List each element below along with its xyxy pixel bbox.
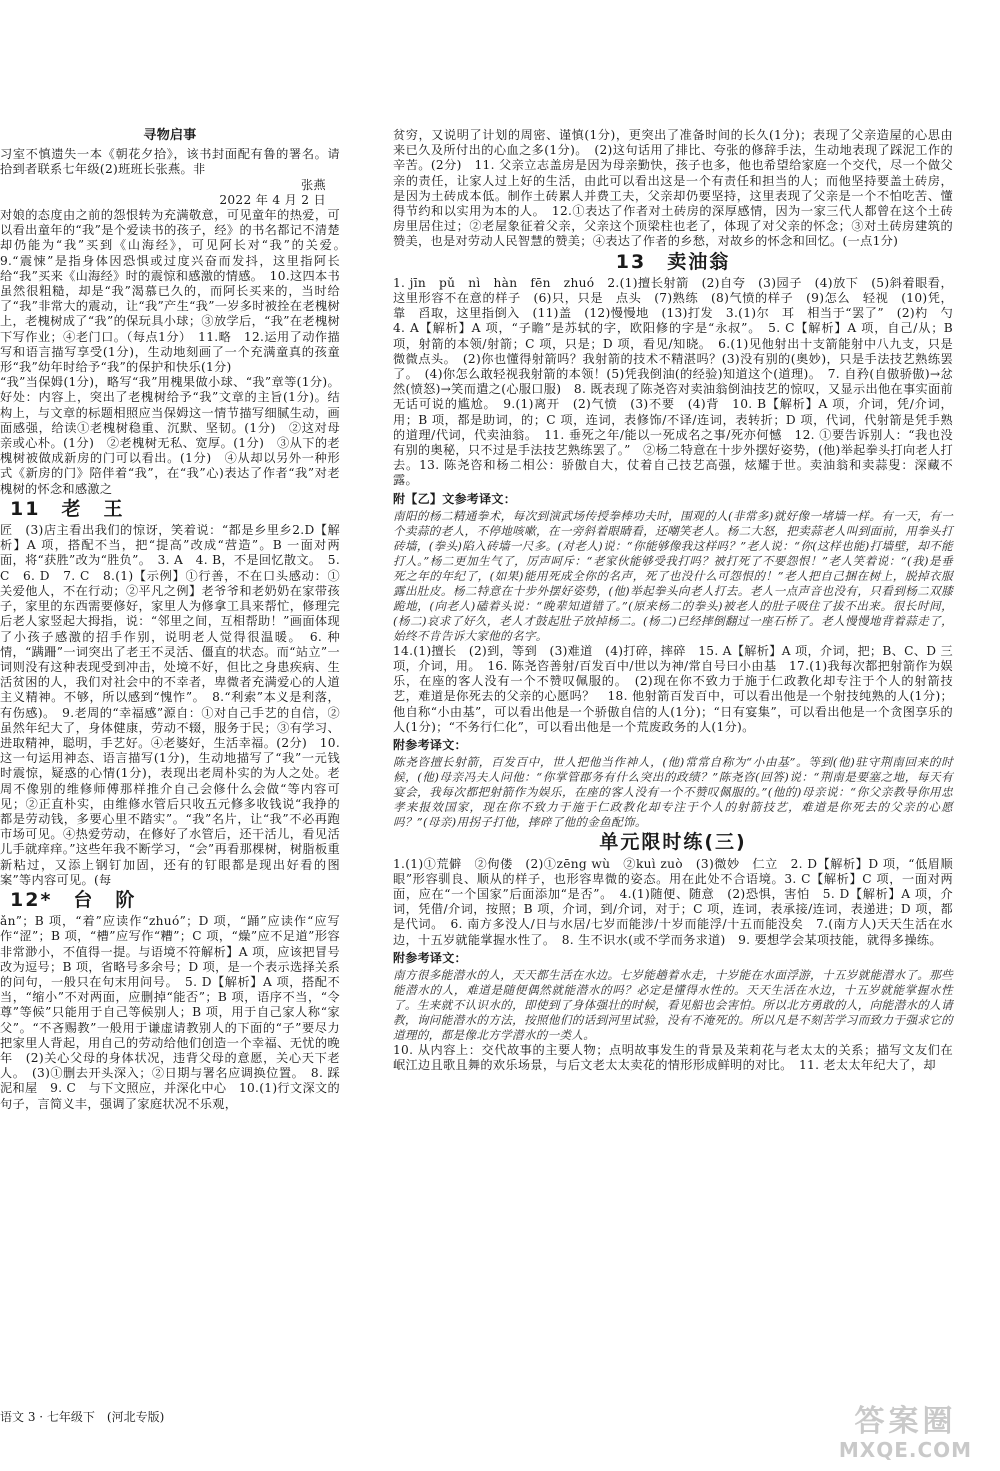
answer-para: 1.(1)①荒僻 ②佝偻 (2)①zēng wù ②kuì zuò (3)微妙 仁立 2. D【解析】D 项，“低眉顺眼”形容驯良、顺从的样子，也形容卑微的姿态。用在此处不合语境。3. C【解析】C 项，一面对两面，应在“一个国家”后面添加“是否”。 4.(1)随便、随意 (2)恐惧，害怕 5. D【解析】A 项，介词，凭借/介词，按照；B 项，介词，到/介词，对于；C 项，连词，表承接/连词，表递进；D 项，都是代词。 6. 南方多没人/日与水居/七岁而能涉/十岁而能浮/十五而能没矣 7.(南方人)天天生活在水边，十五岁就能掌握水性了。 8. 生不识水(或不学而务求道) 9. 要想学会某项技能，就得多操练。 [393,856,953,947]
section-title-13: 13 卖油翁 [615,250,731,273]
watermark-text: 答案圈 [854,1404,957,1439]
answer-para: 10. 从内容上：交代故事的主要人物；点明故事发生的背景及茉莉花与老太太的关系；描写文友们在岷江边且歌且舞的欢乐场景，与后文老太太卖花的情形形成鲜明的对比。 11. 老太太年纪大了，却 [393,1042,953,1073]
answer-para: 1. jīn pǔ nì hàn fēn zhuó 2.(1)擅长射箭 (2)自夸 (3)园子 (4)放下 (5)斜着眼看，这里形容不在意的样子 (6)只，只是 点头 (7)熟练 (8)气愤的样子 (9)怎么 轻视 (10)凭，靠 舀取，这里指倒入 (11)盖 (12)慢慢地 (13)打发 3.(1)尔 耳 相当于“罢了” (2)杓 勺 4. A【解析】A 项，“子瞻”是苏轼的字，欧阳修的字是“永叔”。 5. C【解析】A 项，自己/从；B 项，射箭的本领/射箭；C 项，只是；D 项，看见/知晓。 6.(1)见他射出十支箭能射中八九支，只是微微点头。 (2)你也懂得射箭吗？我射箭的技术不精湛吗？(3)没有别的(奥妙)，只是手法技艺熟练罢了。 (4)你怎么敢轻视我射箭的本领！(5)凭我倒油(的经验)知道这个(道理)。 7. 自矜(自傲骄傲)→忿然(愤怒)→笑而遣之(心服口服) 8. 既表现了陈尧咨对卖油翁倒油技艺的惊叹，又显示出他在事实面前无话可说的尴尬。 9.(1)离开 (2)气愤 (3)不要 (4)背 10. B【解析】A 项，介词，凭/介词，用；B 项，都是助词，的；C 项，连词，表修饰/不译/连词，表转折；D 项，代词，代射箭是凭手熟的道理/代词，代卖油翁。 11. 垂死之年/能以一死成名之事/死亦何憾 12. ①要告诉别人：“我也没有别的奥秘，只不过是手法技艺熟练罢了。” ②杨二特意在十步外摆好姿势，(他)举起拳头打向老人打去。13. 陈尧咨和杨二相公：骄傲自大，仗着自己技艺高强，炫耀于世。卖油翁和卖蒜叟：深藏不露。 [393,275,966,488]
translation-heading: 附参考译文： [393,950,467,965]
notice-sign: 张燕 [301,177,326,192]
notice-date: 2022 年 4 月 2 日 [219,192,326,207]
answer-para: 对娘的态度由之前的怨恨转为充满敬意，可见童年的热爱，可以看出童年的“我”是个爱读书的孩子，经》的书名都记不清楚却仍能为“我”买到《山海经》，可见阿长对“我”的关爱。 9.“震悚”是指身体因恐惧或过度兴奋而发抖，这里指阿长给“我”买来《山海经》时的震惊和感激的情感。 10.这四本书虽然很粗糙，却是“我”渴慕已久的，而阿长买来的，当时给了“我”非常大的震动，让“我”产生“我”一岁多时被拴在老槐树上，老槐树成了“我”的保玩具小球；③放学后，“我”在老槐树下写作业；④老门口。（每点1分） 11.略 12.运用了动作描写和语言描写享受(1分)，生动地刻画了一个充满童真的孩童形“我”幼年时给予“我”的保护和快乐(1分) [0,208,353,375]
translation-text: 南阳的杨二精通拳术，每次到演武场传授拳棒功夫时，围观的人(非常多)就好像一堵墙一样。有一天，有一个卖蒜的老人，不停地咳嗽，在一旁斜着眼睛看，还嘲笑老人。杨二大怒，把卖蒜老人叫到面前，用拳头打砖墙，(拳头)陷入砖墙一尺多。(对老人)说：“你能够像我这样吗？”老人说：“你(这样也能)打墙壁，却不能打人。”杨二更加生气了，厉声呵斥：“老家伙能够受我打吗？被打死了不要怨恨！”老人笑着说：“(我)是垂死之年的年纪了，(如果)能用死成全你的名声，死了也没什么可怨恨的！”老人把自己捆在树上，脱掉衣服露出肚皮。杨二特意在十步外摆好姿势，(他)举起拳头向老人打去。老人一点声音也没有，只看到杨二双膝跪地，(向老人)磕着头说：“晚辈知道错了。”(原来杨二的拳头)被老人的肚子吸住了拔不出来。很长时间，(杨二)哀求了好久，老人才鼓起肚子放掉杨二。(杨二)已经摔倒翻过一座石桥了。老人慢慢地背着蒜走了，始终不肯告诉大家他的名字。 [393,508,953,643]
translation-text: 南方很多能潜水的人，天天都生活在水边。七岁能趟着水走，十岁能在水面浮游，十五岁就能潜水了。那些能潜水的人，难道是随便偶然就能潜水的吗？必定是懂得水性的。天天生活在水边，十五岁就能掌握水性了。生来就不认识水的，即使到了身体强壮的时候，看见船也会害怕。所以北方勇敢的人，向能潜水的人请教，询问能潜水的方法，按照他们的话到河里试验，没有不淹死的。所以凡是不刻苦学习而致力于强求它的道理的，都是像北方学潜水的一类人。 [393,967,953,1042]
translation-heading: 附【乙】文参考译文： [393,491,517,506]
notice-title: 寻物启事 [143,128,197,143]
section-title-11: 11 老 王 [10,497,125,520]
section-title-12: 12* 台 阶 [10,888,137,911]
answer-para: ǎn”；B 项，“着”应读作“zhuó”；D 项，“踊”应读作“应写作“涩”；B 项，“槽”应写作“糟”；C 项，“燥”应不足道”形容非常渺小，不值得一提。与语境不符解析】A 项，应该把冒号改为逗号；B 项，省略号多余号；D 项，是一个表示选择关系的问句，一般只在句末用问号。 5. D【解析】A 项，搭配不当，“缩小”不对两面，应删掉“能否”；B 项，语序不当，“令尊”等候”只能用于自己等候别人；B 项，用于自己家人称“家父”。“不吝赐教”一般用于谦虚请教别人的下面的“子”要尽力把家里人背起，用自己的劳动给他们创造一个幸福、无忧的晚年 (2)关心父母的身体状况，违背父母的意愿，关心天下老人。 (3)①删去开头深入；②日期与署名应调换位置。 8. 踩泥和屋 9. C 与下文照应，并深化中心 10.(1)行文深文的句子，言简义丰，强调了家庭状况不乐观， [0,914,340,1111]
answer-para: 贫穷，又说明了计划的周密、谨慎(1分)，更突出了准备时间的长久(1分)；表现了父亲造屋的心思由来已久及所付出的心血之多(1分)。 (2)这句话用了排比、夸张的修辞手法，生动地表现了踩泥工作的辛苦。(2分) 11. 父亲立志盖房是因为母亲勤快，孩子也多，他也希望给家庭一个交代，尽一个做父亲的责任，让家人过上好的生活，由此可以看出这是一个有责任和担当的人；而他坚持要盖土砖房，是因为土砖成本低。制作土砖累人并费工夫，父亲却仍要坚持，这里表现了父亲是一个不怕吃苦、懂得节约和以实用为本的人。 12.①表达了作者对土砖房的深厚感情，因为一家三代人都曾在这个土砖房里居住过；②老屋象征着父亲，父亲这个顶梁柱也老了，体现了对父亲的怀念；③对土砖房建筑的赞美，也是对劳动人民智慧的赞美；④表达了作者的乡愁，对故乡的怀念和回忆。(一点1分) [393,128,953,249]
watermark-logo [823,1405,988,1463]
left-column [0,128,353,1401]
right-column [393,128,966,1401]
translation-text: 陈尧咨擅长射箭，百发百中，世人把他当作神人，(他)常常自称为“小由基”。等到(他)驻守荆南回来的时候，(他)母亲冯夫人问他：“你掌管郡务有什么突出的政绩？”陈尧咨(回答)说：“荆南是要塞之地，每天有宴会，我每次都把射箭作为娱乐，在座的客人没有一个不赞叹佩服的。”(他的)母亲说：“你父亲教导你用忠孝来报效国家，现在你不致力于施于仁政教化却专注于个人的射箭技艺，难道是你死去的父亲的心愿吗？”(母亲)用拐子打他，摔碎了他的金鱼配饰。 [393,755,953,830]
answer-para: 14.(1)擅长 (2)到，等到 (3)难道 (4)打碎，摔碎 15. A【解析】A 项，介词，把；B、C、D 三项，介词，用。 16. 陈尧咨善射/百发百中/世以为神/常自号曰小由基 17.(1)我每次都把射箭作为娱乐，在座的客人没有一个不赞叹佩服的。 (2)现在你不致力于施于仁政教化却专注于个人的射箭技艺，难道是你死去的父亲的心愿吗？ 18. 他射箭百发百中，可以看出他是一个射技纯熟的人(1分)；他自称“小由基”，可以看出他是一个骄傲自信的人(1分)；“日有宴集”，可以看出他是一个贪图享乐的人(1分)；“不务行仁化”，可以看出他是一个荒废政务的人(1分)。 [393,643,954,734]
page-footer: 语文 3 · 七年级下 (河北专版) [0,1410,165,1424]
watermark-url: MXQE.COM [838,1438,973,1462]
translation-heading: 附参考译文： [393,738,467,753]
unit-test-title: 单元限时练(三) [599,831,747,854]
answer-para: 匠 (3)店主看出我们的惊讶，笑着说：“都是乡里乡2.D【解析】A 项，搭配不当，把“提高”改成“营造”。B 一面对两面，将“获胜”改为“胜负”。 3. A 4. B，不是回忆散文。 5. C 6. D 7. C 8.(1)【示例】①行善，不在口头感动：①关爱他人，不在行动；②平凡之例】老爷爷和老奶奶在家带孩子，家里的东西需要修好，家里人为修拿工具来帮忙，修理完后老人家竖起大拇指，说：“邻里之间，互相帮助！”画面体现了小孩子感激的招手作别，说明老人觉得很温暖。 6. 种情，“蹒跚”一词突出了老王不灵活、僵直的状态。而“站立”一词则没有这种表现受到冲击，处境不好，但比之身患疾病、生活贫困的人，我们对社会中的不幸者，卑微者充满爱心的人道主义精神。不够，所以感到“愧怍”。 8.“利索”本义是利落，有伤感)。 9.老周的“幸福感”源自：①对自己手艺的自信，②虽然年纪大了，身体健康，劳动不辍，服务于民；③有学习、进取精神，聪明，手艺好。④老婆好，生活幸福。(2分) 10.这一句运用神态、语言描写(1分)，生动地描写了“我”一元钱时震惊，疑惑的心情(1分)，表现出老周朴实的为人之处。老周不像别的维修师傅那样推介自己会修什么会做“等内容可见；②正直朴实，由维修水管后只收五元修多收钱说“我挣的都是劳动钱，多要心里不踏实”。“我”名片，让“我”不必再跑市场可见。④热爱劳动，在修好了水管后，还干活儿，看见活儿手就痒痒。”这些年我不断学习，“会”再看那棵树，树脂板重新粘过，又添上钢钉加固，还有的钉眼都是现出好看的图案”等内容可见。(每 [0,523,340,887]
notice-body: 习室不慎遗失一本《朝花夕拾》，该书封面配有鲁的署名。请拾到者联系七年级(2)班班长张燕。非 [0,147,340,177]
answer-para: “我”当保姆(1分)，略写“我”用槐果做小球、“我”章等(1分)。好处：内容上，突出了老槐树给予“我”文章的主旨(1分)。结构上，与文章的标题相照应当保姆这一情节描写细腻生动，画面感强，给读①老槐树稳重、沉默、坚韧。(1分) ②这对母亲或心朴。(1分) ②老槐树无私、宽厚。(1分) ③从下的老槐树被做成新房的门可以看出。(1分) ④从却以另外一种形式《新房的门》陪伴着“我”，在“我”心)表达了作者“我”对老槐树的怀念和感激之 [0,375,340,496]
